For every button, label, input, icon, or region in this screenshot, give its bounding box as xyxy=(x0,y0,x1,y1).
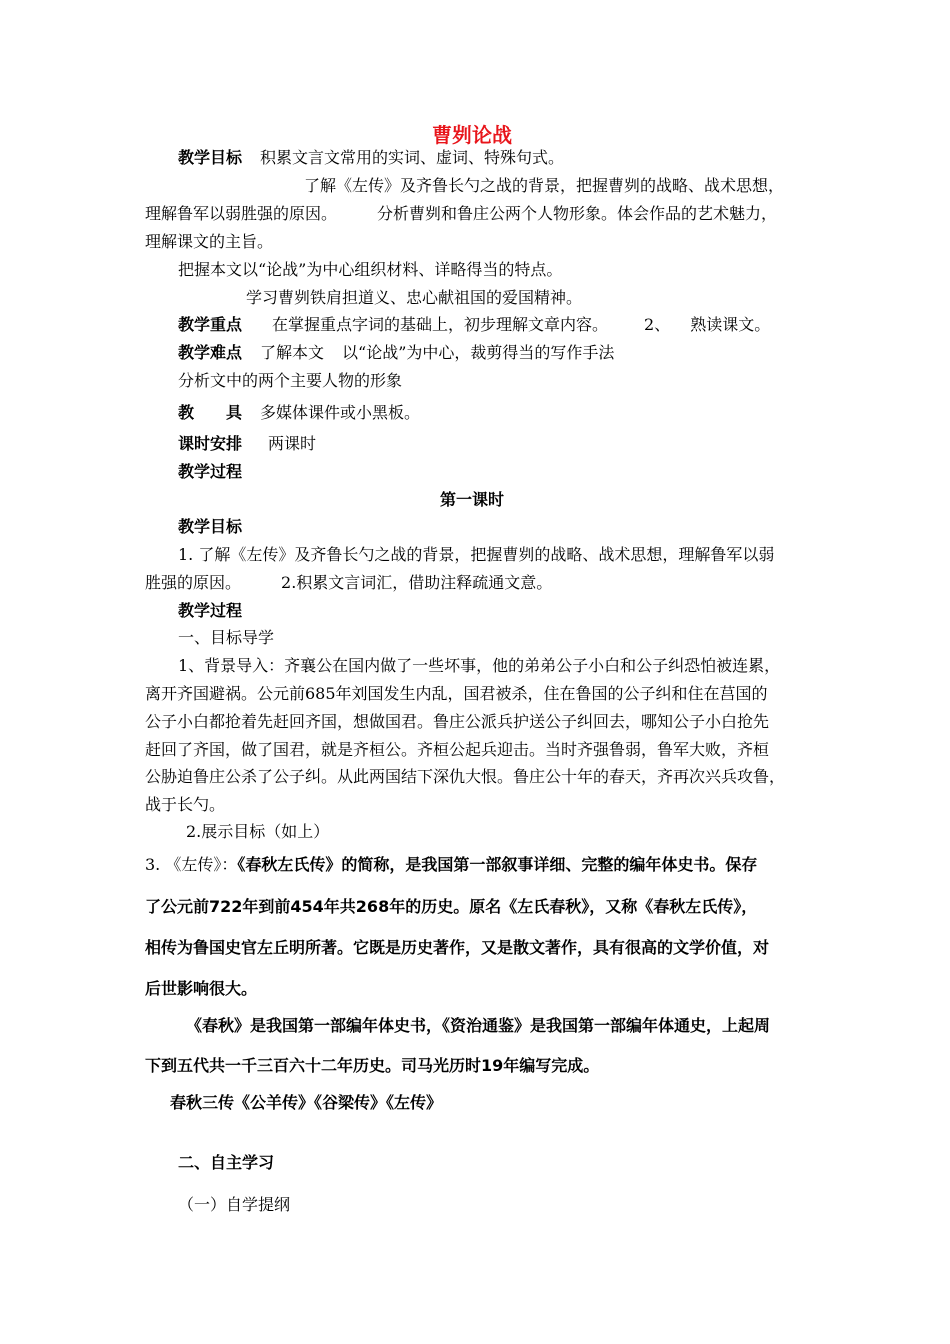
background-line-4: 赶回了齐国，做了国君，就是齐桓公。齐桓公起兵迎击。当时齐强鲁弱，鲁军大败，齐桓 xyxy=(145,740,770,759)
background-line-1: 1、背景导入：齐襄公在国内做了一些坏事，他的弟弟公子小白和公子纠恐怕被连累， xyxy=(178,656,781,675)
lesson-1-process-label: 教学过程 xyxy=(178,601,243,620)
objective-5: 学习曹刿铁肩担道义、忠心献祖国的爱国精神。 xyxy=(246,288,583,307)
self-study-outline: （一）自学提纲 xyxy=(178,1195,291,1214)
key-points-line xyxy=(178,315,770,335)
objective-1: 积累文言文常用的实词、虚词、特殊句式。 xyxy=(260,148,565,167)
lesson-1-objective-1-a: 1. 了解《左传》及齐鲁长勺之战的背景，把握曹刿的战略、战术思想，理解鲁军以弱 xyxy=(178,545,775,564)
difficulty-2: 分析文中的两个主要人物的形象 xyxy=(178,371,403,390)
schedule-line xyxy=(178,434,316,454)
zuozhuan-prefix: 3. 《左传》： xyxy=(145,855,238,874)
objective-2-line-b: 理解鲁军以弱胜强的原因。 xyxy=(145,204,338,223)
lesson-1-objective-2: 2.积累文言词汇，借助注释疏通文意。 xyxy=(281,573,553,592)
objective-3-line-b: 理解课文的主旨。 xyxy=(145,232,274,251)
zuozhuan-text-1: 《春秋左氏传》的简称，是我国第一部叙事详细、完整的编年体史书。保存 xyxy=(237,855,758,874)
show-goals: 2.展示目标（如上） xyxy=(186,822,330,841)
objectives-label: 教学目标 xyxy=(178,148,243,167)
chunqiu-line-2: 下到五代共一千三百六十二年历史。司马光历时19年编写完成。 xyxy=(145,1056,600,1075)
process-label: 教学过程 xyxy=(178,462,243,481)
zuozhuan-line-2: 了公元前722年到前454年共268年的历史。原名《左氏春秋》，又称《春秋左氏传》， xyxy=(145,897,758,916)
schedule-label: 课时安排 xyxy=(178,434,243,453)
difficulty-1-b: 以“论战”为中心，裁剪得当的写作手法 xyxy=(342,343,615,362)
schedule-value: 两课时 xyxy=(268,434,317,453)
objectives-line-1 xyxy=(178,148,564,168)
chunqiu-line-1: 《春秋》是我国第一部编年体史书，《资治通鉴》是我国第一部编年体通史，上起周 xyxy=(186,1016,771,1035)
key-point-2-number: 2、 xyxy=(644,315,671,334)
lesson-1-heading: 第一课时 xyxy=(440,490,505,509)
difficulty-1-a: 了解本文 xyxy=(260,343,325,362)
objective-2-line-a: 了解《左传》及齐鲁长勺之战的背景，把握曹刿的战略、战术思想， xyxy=(304,176,785,195)
key-point-1: 在掌握重点字词的基础上，初步理解文章内容。 xyxy=(272,315,609,334)
background-line-6: 战于长勺。 xyxy=(145,795,226,814)
tools-line xyxy=(178,403,420,423)
key-point-2: 熟读课文。 xyxy=(690,315,771,334)
tools-label: 教 具 xyxy=(178,403,243,422)
objective-3-line-a: 分析曹刿和鲁庄公两个人物形象。体会作品的艺术魅力， xyxy=(377,204,778,223)
key-points-label: 教学重点 xyxy=(178,315,243,334)
objective-4: 把握本文以“论战”为中心组织材料、详略得当的特点。 xyxy=(178,260,563,279)
difficulties-label: 教学难点 xyxy=(178,343,243,362)
background-line-5: 公胁迫鲁庄公杀了公子纠。从此两国结下深仇大恨。鲁庄公十年的春天，齐再次兴兵攻鲁， xyxy=(145,767,786,786)
document-title: 曹刿论战 xyxy=(432,123,512,147)
lesson-1-objective-1-b: 胜强的原因。 xyxy=(145,573,242,592)
background-line-2: 离开齐国避祸。公元前685年刘国发生内乱，国君被杀，住在鲁国的公子纠和住在莒国的 xyxy=(145,684,768,703)
three-commentaries: 春秋三传《公羊传》《谷梁传》《左传》 xyxy=(170,1093,443,1112)
zuozhuan-line-3: 相传为鲁国史官左丘明所著。它既是历史著作，又是散文著作，具有很高的文学价值，对 xyxy=(145,938,770,957)
zuozhuan-line-1 xyxy=(145,855,757,875)
tools-value: 多媒体课件或小黑板。 xyxy=(260,403,421,422)
objectives-line-3 xyxy=(145,204,777,224)
lesson-1-objectives-label: 教学目标 xyxy=(178,517,243,536)
background-line-3: 公子小白都抢着先赶回齐国，想做国君。鲁庄公派兵护送公子纠回去，哪知公子小白抢先 xyxy=(145,712,770,731)
section-2-heading: 二、自主学习 xyxy=(178,1153,275,1172)
lesson-1-objectives-line-b xyxy=(145,573,552,593)
zuozhuan-line-4: 后世影响很大。 xyxy=(145,979,258,998)
difficulties-line xyxy=(178,343,614,363)
section-1-heading: 一、目标导学 xyxy=(178,628,275,647)
